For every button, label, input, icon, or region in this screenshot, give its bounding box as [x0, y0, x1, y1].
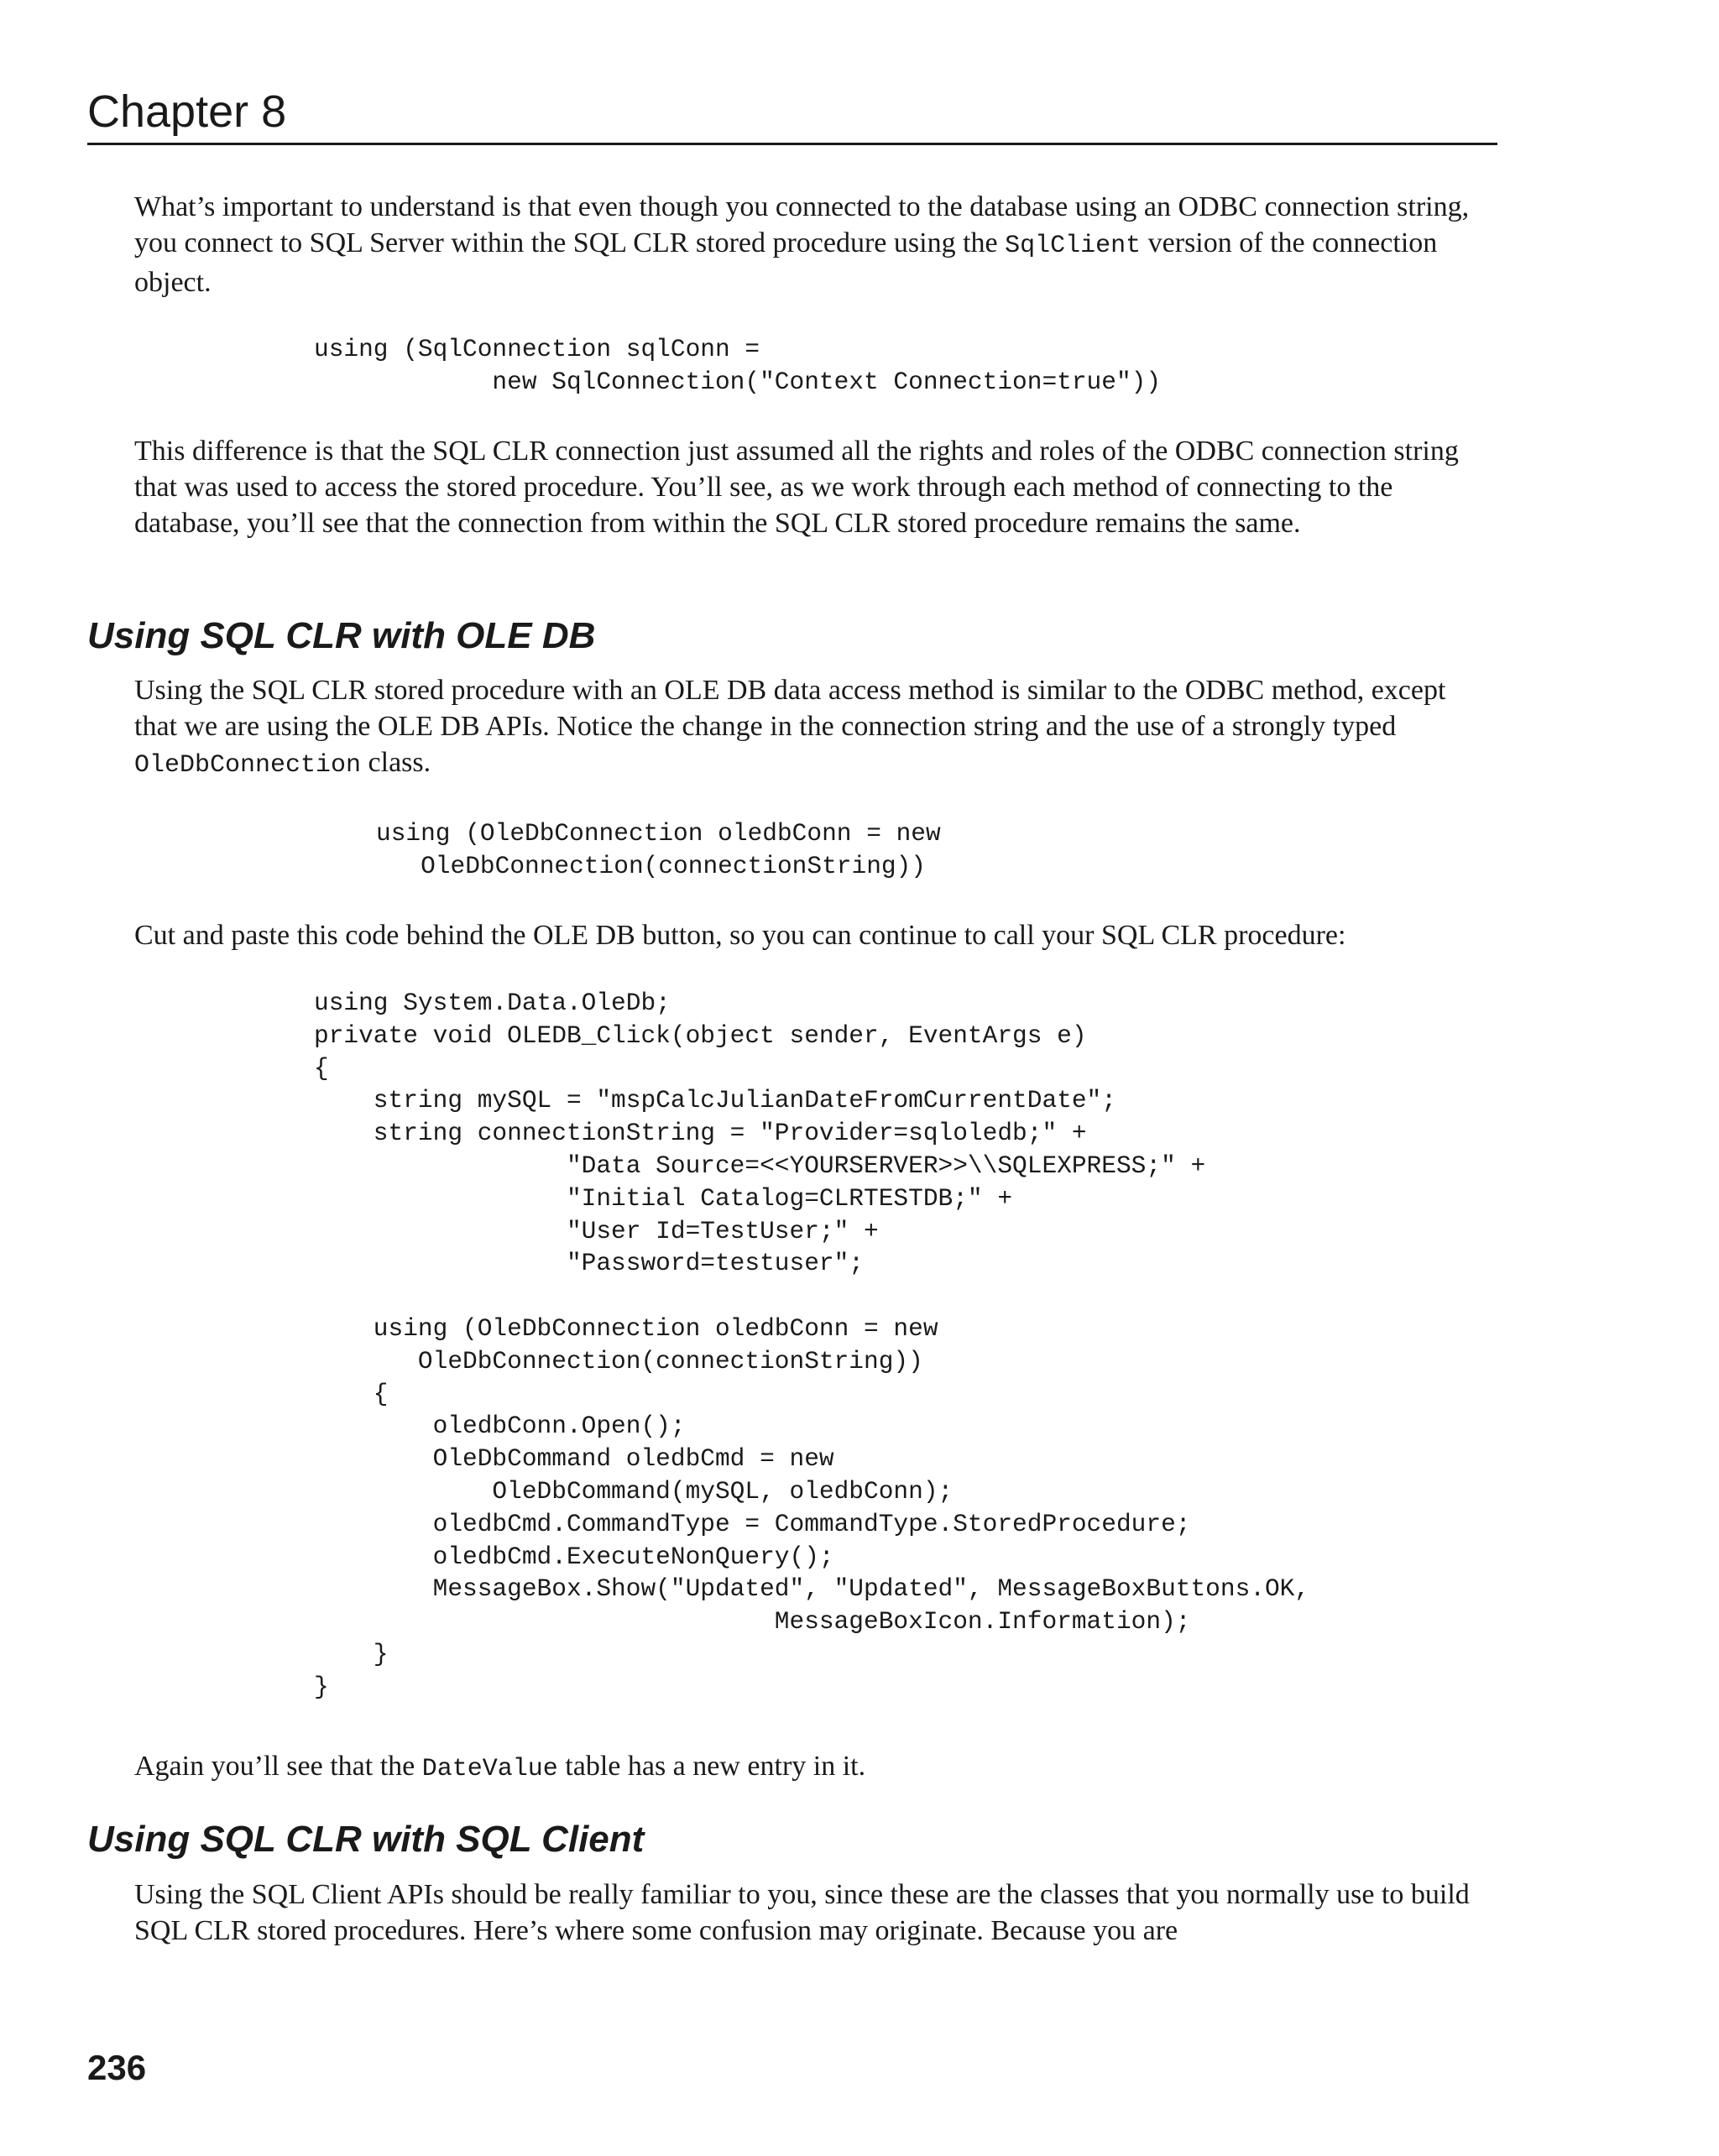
- intro-paragraph-2: This difference is that the SQL CLR connection just assumed all the rights and roles of the ODBC connection string that was used to access the stored procedure. You’ll see, as we work through each method of connecting to the database, you’ll see that the connection from within the SQL CLR stored procedure remains the same.: [134, 436, 1459, 539]
- oledb-p3-text-b: table has a new entry in it.: [557, 1751, 866, 1782]
- chapter-title: Chapter 8: [87, 86, 287, 137]
- oledb-paragraph-2: Cut and paste this code behind the OLE DB button, so you can continue to call your SQL CLR procedure:: [134, 920, 1346, 951]
- intro-p1-text-a: What’s important to understand is that even though you connected to the database using an ODBC connection string, you connect to SQL Server within the SQL CLR stored procedure using the: [134, 191, 1470, 258]
- oledb-p3-text-a: Again you’ll see that the: [134, 1751, 422, 1782]
- oledb-p1-text-b: class.: [361, 747, 431, 778]
- section-heading-oledb: Using SQL CLR with OLE DB: [87, 615, 596, 656]
- code-block-oledb-click: using System.Data.OleDb; private void OLEDB_Click(object sender, EventArgs e) { string mySQL = "mspCalcJulianDateFromCurrentDate"; string connectionString = "Provider=sqloledb;" + "Data Source=<<YOURSERVER>>\\SQLEXPRESS;" + "Initial Catalog=CLRTESTDB;" + "User Id=TestUser;" + "Password=testuser"; using (OleDbConnection oledbConn = new OleDbConnection(connectionString)) { oledbConn.Open(); OleDbCommand oledbCmd = new OleDbCommand(mySQL, oledbConn); oledbCmd.CommandType = CommandType.StoredProcedure; oledbCmd.ExecuteNonQuery(); MessageBox.Show("Updated", "Updated", MessageBoxButtons.OK, MessageBoxIcon.Information); } }: [314, 989, 1310, 1701]
- intro-p1-text-b: version of the connection object.: [134, 227, 1438, 298]
- intro-paragraph-1: [134, 189, 1494, 300]
- inline-code-datevalue: DateValue: [421, 1755, 558, 1783]
- section-heading-sqlclient: Using SQL CLR with SQL Client: [87, 1819, 645, 1860]
- code-block-sqlconnection: using (SqlConnection sqlConn = new SqlConnection("Context Connection=true")): [314, 335, 1162, 396]
- oledb-p1-text-a: Using the SQL CLR stored procedure with an OLE DB data access method is similar to the ODBC method, except that we are using the OLE DB APIs. Notice the change in the connection string and the use of a strongly typed: [134, 675, 1446, 742]
- sqlclient-paragraph-1: Using the SQL Client APIs should be really familiar to you, since these are the classes that you normally use to build SQL CLR stored procedures. Here’s where some confusion may originate. Because you are: [134, 1879, 1470, 1946]
- code-block-oledbconnection: using (OleDbConnection oledbConn = new OleDbConnection(connectionString)): [376, 819, 941, 880]
- inline-code-oledbconnection: OleDbConnection: [134, 751, 362, 780]
- page-number: 236: [87, 2048, 147, 2087]
- oledb-paragraph-1: [134, 672, 1494, 784]
- oledb-paragraph-3: [134, 1748, 1494, 1788]
- chapter-rule: [87, 143, 1497, 145]
- inline-code-sqlclient: SqlClient: [1005, 232, 1142, 260]
